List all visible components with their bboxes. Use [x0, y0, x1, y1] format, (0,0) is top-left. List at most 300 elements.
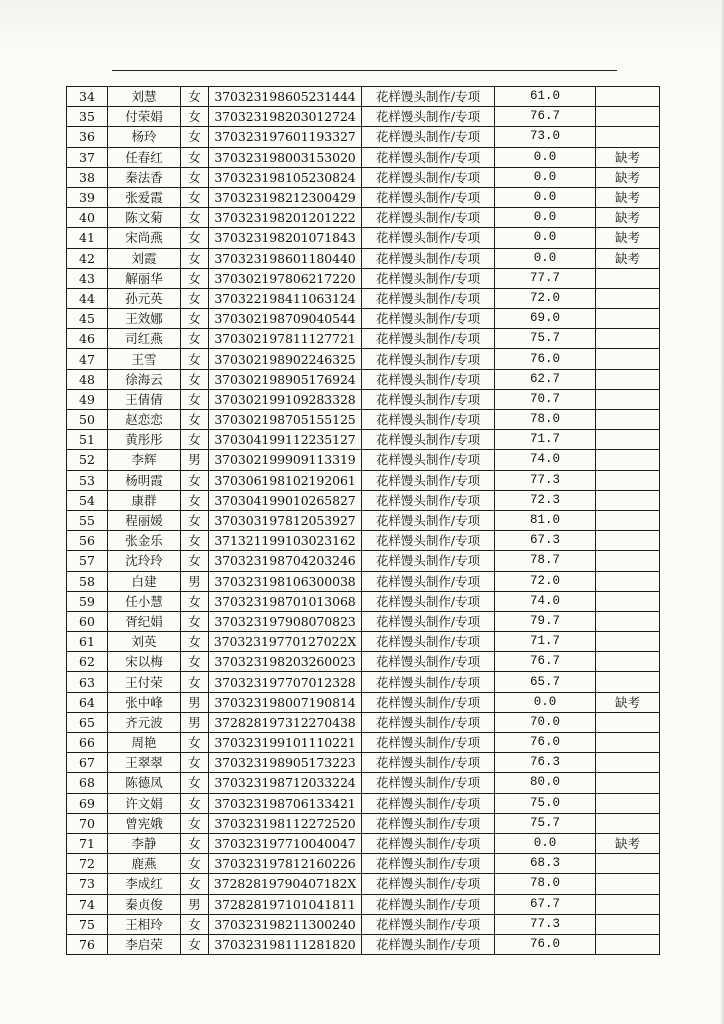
row-number-cell: 34	[67, 87, 108, 107]
table-row	[67, 228, 660, 248]
id-number-cell: 370323198112272520	[209, 813, 362, 833]
candidate-name-cell: 张爱霞	[108, 187, 181, 207]
remark-cell	[596, 127, 660, 147]
id-number-cell: 370323198601180440	[209, 248, 362, 268]
remark-cell	[596, 288, 660, 308]
table-row	[67, 894, 660, 914]
candidate-sex-cell: 女	[181, 652, 209, 672]
candidate-sex-cell: 女	[181, 389, 209, 409]
table-row	[67, 430, 660, 450]
row-number-cell: 76	[67, 934, 108, 954]
table-row	[67, 813, 660, 833]
candidate-name-cell: 刘英	[108, 632, 181, 652]
candidate-name-cell: 胥纪娟	[108, 611, 181, 631]
score-cell: 72.3	[495, 490, 596, 510]
remark-cell	[596, 914, 660, 934]
table-row	[67, 934, 660, 954]
remark-cell: 缺考	[596, 248, 660, 268]
row-number-cell: 73	[67, 874, 108, 894]
score-cell: 81.0	[495, 510, 596, 530]
candidate-name-cell: 王翠翠	[108, 753, 181, 773]
table-row	[67, 591, 660, 611]
remark-cell	[596, 591, 660, 611]
score-cell: 65.7	[495, 672, 596, 692]
remark-cell	[596, 107, 660, 127]
exam-type-cell: 花样馒头制作/专项	[362, 591, 495, 611]
table-row	[67, 652, 660, 672]
remark-cell	[596, 430, 660, 450]
row-number-cell: 49	[67, 389, 108, 409]
score-cell: 69.0	[495, 309, 596, 329]
candidate-name-cell: 王付荣	[108, 672, 181, 692]
remark-cell	[596, 470, 660, 490]
score-cell: 0.0	[495, 692, 596, 712]
remark-cell	[596, 551, 660, 571]
id-number-cell: 370323198704203246	[209, 551, 362, 571]
exam-type-cell: 花样馒头制作/专项	[362, 268, 495, 288]
candidate-sex-cell: 女	[181, 410, 209, 430]
results-table-body	[67, 87, 660, 955]
candidate-sex-cell: 女	[181, 773, 209, 793]
candidate-name-cell: 齐元波	[108, 712, 181, 732]
score-cell: 75.7	[495, 329, 596, 349]
exam-type-cell: 花样馒头制作/专项	[362, 410, 495, 430]
candidate-sex-cell: 女	[181, 531, 209, 551]
table-row	[67, 208, 660, 228]
id-number-cell: 370323198003153020	[209, 147, 362, 167]
remark-cell	[596, 389, 660, 409]
candidate-name-cell: 沈玲玲	[108, 551, 181, 571]
table-row	[67, 167, 660, 187]
candidate-name-cell: 刘慧	[108, 87, 181, 107]
candidate-name-cell: 白建	[108, 571, 181, 591]
candidate-sex-cell: 女	[181, 288, 209, 308]
id-number-cell: 370323198706133421	[209, 793, 362, 813]
score-cell: 78.7	[495, 551, 596, 571]
id-number-cell: 370323197812160226	[209, 854, 362, 874]
row-number-cell: 38	[67, 167, 108, 187]
exam-type-cell: 花样馒头制作/专项	[362, 288, 495, 308]
candidate-name-cell: 秦法香	[108, 167, 181, 187]
score-cell: 76.0	[495, 934, 596, 954]
id-number-cell: 370302198709040544	[209, 309, 362, 329]
row-number-cell: 51	[67, 430, 108, 450]
id-number-cell: 370323197908070823	[209, 611, 362, 631]
candidate-sex-cell: 男	[181, 692, 209, 712]
row-number-cell: 47	[67, 349, 108, 369]
row-number-cell: 70	[67, 813, 108, 833]
id-number-cell: 370322198411063124	[209, 288, 362, 308]
exam-type-cell: 花样馒头制作/专项	[362, 632, 495, 652]
candidate-name-cell: 李静	[108, 833, 181, 853]
score-cell: 68.3	[495, 854, 596, 874]
id-number-cell: 370302198905176924	[209, 369, 362, 389]
id-number-cell: 370302199909113319	[209, 450, 362, 470]
candidate-sex-cell: 女	[181, 228, 209, 248]
remark-cell	[596, 87, 660, 107]
exam-type-cell: 花样馒头制作/专项	[362, 793, 495, 813]
remark-cell: 缺考	[596, 692, 660, 712]
remark-cell	[596, 571, 660, 591]
score-cell: 77.3	[495, 470, 596, 490]
row-number-cell: 55	[67, 510, 108, 530]
table-row	[67, 551, 660, 571]
id-number-cell: 370323197710040047	[209, 833, 362, 853]
exam-type-cell: 花样馒头制作/专项	[362, 753, 495, 773]
table-row	[67, 268, 660, 288]
id-number-cell: 370323198111281820	[209, 934, 362, 954]
row-number-cell: 60	[67, 611, 108, 631]
row-number-cell: 59	[67, 591, 108, 611]
score-cell: 67.3	[495, 531, 596, 551]
exam-type-cell: 花样馒头制作/专项	[362, 228, 495, 248]
candidate-name-cell: 李启荣	[108, 934, 181, 954]
candidate-sex-cell: 女	[181, 490, 209, 510]
table-row	[67, 611, 660, 631]
exam-type-cell: 花样馒头制作/专项	[362, 490, 495, 510]
remark-cell	[596, 309, 660, 329]
id-number-cell: 370323198201071843	[209, 228, 362, 248]
id-number-cell: 370323198905173223	[209, 753, 362, 773]
score-cell: 72.0	[495, 571, 596, 591]
row-number-cell: 36	[67, 127, 108, 147]
score-cell: 0.0	[495, 248, 596, 268]
score-cell: 70.7	[495, 389, 596, 409]
scan-edge	[720, 0, 724, 1024]
candidate-sex-cell: 女	[181, 854, 209, 874]
candidate-name-cell: 付荣娟	[108, 107, 181, 127]
id-number-cell: 370323198007190814	[209, 692, 362, 712]
candidate-name-cell: 陈文菊	[108, 208, 181, 228]
score-cell: 0.0	[495, 833, 596, 853]
row-number-cell: 75	[67, 914, 108, 934]
table-row	[67, 833, 660, 853]
remark-cell	[596, 773, 660, 793]
candidate-name-cell: 宋尚燕	[108, 228, 181, 248]
exam-type-cell: 花样馒头制作/专项	[362, 470, 495, 490]
candidate-sex-cell: 女	[181, 733, 209, 753]
exam-type-cell: 花样馒头制作/专项	[362, 147, 495, 167]
exam-type-cell: 花样馒头制作/专项	[362, 87, 495, 107]
candidate-sex-cell: 女	[181, 833, 209, 853]
row-number-cell: 52	[67, 450, 108, 470]
exam-type-cell: 花样馒头制作/专项	[362, 712, 495, 732]
candidate-name-cell: 任小慧	[108, 591, 181, 611]
candidate-sex-cell: 女	[181, 793, 209, 813]
candidate-name-cell: 周艳	[108, 733, 181, 753]
id-number-cell: 370323198203260023	[209, 652, 362, 672]
header-rule	[112, 70, 617, 71]
results-table	[66, 86, 660, 955]
exam-type-cell: 花样馒头制作/专项	[362, 127, 495, 147]
candidate-sex-cell: 女	[181, 914, 209, 934]
table-row	[67, 672, 660, 692]
candidate-sex-cell: 男	[181, 894, 209, 914]
exam-type-cell: 花样馒头制作/专项	[362, 813, 495, 833]
score-cell: 75.7	[495, 813, 596, 833]
remark-cell: 缺考	[596, 228, 660, 248]
id-number-cell: 370323198212300429	[209, 187, 362, 207]
candidate-sex-cell: 女	[181, 268, 209, 288]
candidate-sex-cell: 女	[181, 934, 209, 954]
score-cell: 76.0	[495, 733, 596, 753]
remark-cell	[596, 410, 660, 430]
remark-cell	[596, 874, 660, 894]
candidate-name-cell: 张金乐	[108, 531, 181, 551]
exam-type-cell: 花样馒头制作/专项	[362, 510, 495, 530]
candidate-sex-cell: 女	[181, 470, 209, 490]
table-row	[67, 349, 660, 369]
table-row	[67, 147, 660, 167]
candidate-sex-cell: 男	[181, 571, 209, 591]
table-row	[67, 127, 660, 147]
id-number-cell: 370323198105230824	[209, 167, 362, 187]
remark-cell	[596, 349, 660, 369]
table-row	[67, 753, 660, 773]
candidate-sex-cell: 女	[181, 510, 209, 530]
id-number-cell: 370304199010265827	[209, 490, 362, 510]
remark-cell	[596, 531, 660, 551]
row-number-cell: 50	[67, 410, 108, 430]
exam-type-cell: 花样馒头制作/专项	[362, 389, 495, 409]
table-row	[67, 389, 660, 409]
remark-cell: 缺考	[596, 167, 660, 187]
id-number-cell: 370302198902246325	[209, 349, 362, 369]
candidate-sex-cell: 女	[181, 874, 209, 894]
row-number-cell: 56	[67, 531, 108, 551]
candidate-sex-cell: 女	[181, 329, 209, 349]
id-number-cell: 370304199112235127	[209, 430, 362, 450]
table-row	[67, 571, 660, 591]
score-cell: 78.0	[495, 874, 596, 894]
candidate-name-cell: 秦贞俊	[108, 894, 181, 914]
candidate-sex-cell: 女	[181, 369, 209, 389]
exam-type-cell: 花样馒头制作/专项	[362, 874, 495, 894]
score-cell: 71.7	[495, 632, 596, 652]
candidate-sex-cell: 女	[181, 187, 209, 207]
exam-type-cell: 花样馒头制作/专项	[362, 611, 495, 631]
remark-cell	[596, 490, 660, 510]
remark-cell	[596, 268, 660, 288]
candidate-sex-cell: 女	[181, 813, 209, 833]
candidate-name-cell: 徐海云	[108, 369, 181, 389]
exam-type-cell: 花样馒头制作/专项	[362, 167, 495, 187]
id-number-cell: 370303197812053927	[209, 510, 362, 530]
candidate-name-cell: 王倩倩	[108, 389, 181, 409]
candidate-sex-cell: 女	[181, 753, 209, 773]
candidate-sex-cell: 女	[181, 167, 209, 187]
row-number-cell: 53	[67, 470, 108, 490]
score-cell: 76.3	[495, 753, 596, 773]
remark-cell	[596, 510, 660, 530]
id-number-cell: 370323198203012724	[209, 107, 362, 127]
id-number-cell: 371321199103023162	[209, 531, 362, 551]
id-number-cell: 370323198701013068	[209, 591, 362, 611]
score-cell: 73.0	[495, 127, 596, 147]
id-number-cell: 370323198712033224	[209, 773, 362, 793]
table-row	[67, 531, 660, 551]
row-number-cell: 61	[67, 632, 108, 652]
row-number-cell: 37	[67, 147, 108, 167]
candidate-sex-cell: 女	[181, 349, 209, 369]
row-number-cell: 45	[67, 309, 108, 329]
score-cell: 0.0	[495, 228, 596, 248]
row-number-cell: 35	[67, 107, 108, 127]
candidate-name-cell: 孙元英	[108, 288, 181, 308]
score-cell: 74.0	[495, 591, 596, 611]
score-cell: 80.0	[495, 773, 596, 793]
table-row	[67, 329, 660, 349]
row-number-cell: 46	[67, 329, 108, 349]
table-row	[67, 632, 660, 652]
id-number-cell: 370302199109283328	[209, 389, 362, 409]
scan-header-shading	[0, 0, 724, 58]
table-row	[67, 854, 660, 874]
candidate-sex-cell: 女	[181, 551, 209, 571]
exam-type-cell: 花样馒头制作/专项	[362, 450, 495, 470]
candidate-sex-cell: 女	[181, 87, 209, 107]
id-number-cell: 37282819790407182X	[209, 874, 362, 894]
table-row	[67, 914, 660, 934]
exam-type-cell: 花样馒头制作/专项	[362, 551, 495, 571]
row-number-cell: 66	[67, 733, 108, 753]
candidate-sex-cell: 女	[181, 127, 209, 147]
score-cell: 76.0	[495, 349, 596, 369]
id-number-cell: 370302198705155125	[209, 410, 362, 430]
candidate-sex-cell: 女	[181, 208, 209, 228]
candidate-name-cell: 王雪	[108, 349, 181, 369]
remark-cell	[596, 369, 660, 389]
score-cell: 0.0	[495, 147, 596, 167]
candidate-sex-cell: 女	[181, 591, 209, 611]
remark-cell: 缺考	[596, 147, 660, 167]
id-number-cell: 37032319770127022X	[209, 632, 362, 652]
exam-type-cell: 花样馒头制作/专项	[362, 854, 495, 874]
table-row	[67, 490, 660, 510]
score-cell: 70.0	[495, 712, 596, 732]
exam-type-cell: 花样馒头制作/专项	[362, 329, 495, 349]
exam-type-cell: 花样馒头制作/专项	[362, 914, 495, 934]
candidate-name-cell: 司红燕	[108, 329, 181, 349]
row-number-cell: 72	[67, 854, 108, 874]
score-cell: 62.7	[495, 369, 596, 389]
remark-cell	[596, 894, 660, 914]
exam-type-cell: 花样馒头制作/专项	[362, 309, 495, 329]
table-row	[67, 87, 660, 107]
row-number-cell: 41	[67, 228, 108, 248]
table-row	[67, 248, 660, 268]
exam-type-cell: 花样馒头制作/专项	[362, 369, 495, 389]
candidate-name-cell: 康群	[108, 490, 181, 510]
score-cell: 61.0	[495, 87, 596, 107]
candidate-name-cell: 程丽媛	[108, 510, 181, 530]
candidate-name-cell: 曾宪娥	[108, 813, 181, 833]
candidate-name-cell: 解丽华	[108, 268, 181, 288]
row-number-cell: 43	[67, 268, 108, 288]
id-number-cell: 370323198106300038	[209, 571, 362, 591]
remark-cell	[596, 793, 660, 813]
row-number-cell: 64	[67, 692, 108, 712]
score-cell: 76.7	[495, 652, 596, 672]
score-cell: 75.0	[495, 793, 596, 813]
remark-cell	[596, 854, 660, 874]
score-cell: 72.0	[495, 288, 596, 308]
row-number-cell: 67	[67, 753, 108, 773]
id-number-cell: 370323198605231444	[209, 87, 362, 107]
table-row	[67, 712, 660, 732]
exam-type-cell: 花样馒头制作/专项	[362, 672, 495, 692]
table-row	[67, 692, 660, 712]
table-row	[67, 470, 660, 490]
exam-type-cell: 花样馒头制作/专项	[362, 652, 495, 672]
candidate-sex-cell: 女	[181, 430, 209, 450]
exam-type-cell: 花样馒头制作/专项	[362, 208, 495, 228]
table-row	[67, 107, 660, 127]
candidate-sex-cell: 女	[181, 672, 209, 692]
row-number-cell: 74	[67, 894, 108, 914]
candidate-name-cell: 鹿燕	[108, 854, 181, 874]
candidate-name-cell: 任春红	[108, 147, 181, 167]
candidate-name-cell: 王相玲	[108, 914, 181, 934]
remark-cell	[596, 450, 660, 470]
score-cell: 0.0	[495, 187, 596, 207]
exam-type-cell: 花样馒头制作/专项	[362, 187, 495, 207]
candidate-name-cell: 赵恋恋	[108, 410, 181, 430]
candidate-sex-cell: 女	[181, 632, 209, 652]
score-cell: 71.7	[495, 430, 596, 450]
score-cell: 77.3	[495, 914, 596, 934]
row-number-cell: 62	[67, 652, 108, 672]
exam-type-cell: 花样馒头制作/专项	[362, 107, 495, 127]
exam-type-cell: 花样馒头制作/专项	[362, 571, 495, 591]
remark-cell: 缺考	[596, 187, 660, 207]
remark-cell	[596, 652, 660, 672]
table-row	[67, 369, 660, 389]
candidate-name-cell: 刘霞	[108, 248, 181, 268]
candidate-name-cell: 陈德凤	[108, 773, 181, 793]
row-number-cell: 44	[67, 288, 108, 308]
table-row	[67, 450, 660, 470]
candidate-name-cell: 王效娜	[108, 309, 181, 329]
id-number-cell: 370323197707012328	[209, 672, 362, 692]
remark-cell	[596, 672, 660, 692]
score-cell: 74.0	[495, 450, 596, 470]
score-cell: 77.7	[495, 268, 596, 288]
candidate-sex-cell: 女	[181, 309, 209, 329]
exam-type-cell: 花样馒头制作/专项	[362, 248, 495, 268]
id-number-cell: 370323197601193327	[209, 127, 362, 147]
row-number-cell: 65	[67, 712, 108, 732]
exam-type-cell: 花样馒头制作/专项	[362, 349, 495, 369]
remark-cell	[596, 733, 660, 753]
score-cell: 78.0	[495, 410, 596, 430]
table-row	[67, 309, 660, 329]
exam-type-cell: 花样馒头制作/专项	[362, 733, 495, 753]
table-row	[67, 510, 660, 530]
remark-cell: 缺考	[596, 208, 660, 228]
score-cell: 79.7	[495, 611, 596, 631]
id-number-cell: 370323198211300240	[209, 914, 362, 934]
table-row	[67, 288, 660, 308]
candidate-name-cell: 杨玲	[108, 127, 181, 147]
candidate-name-cell: 宋以梅	[108, 652, 181, 672]
remark-cell	[596, 632, 660, 652]
candidate-name-cell: 许文娟	[108, 793, 181, 813]
exam-type-cell: 花样馒头制作/专项	[362, 833, 495, 853]
row-number-cell: 48	[67, 369, 108, 389]
remark-cell	[596, 813, 660, 833]
id-number-cell: 370302197806217220	[209, 268, 362, 288]
